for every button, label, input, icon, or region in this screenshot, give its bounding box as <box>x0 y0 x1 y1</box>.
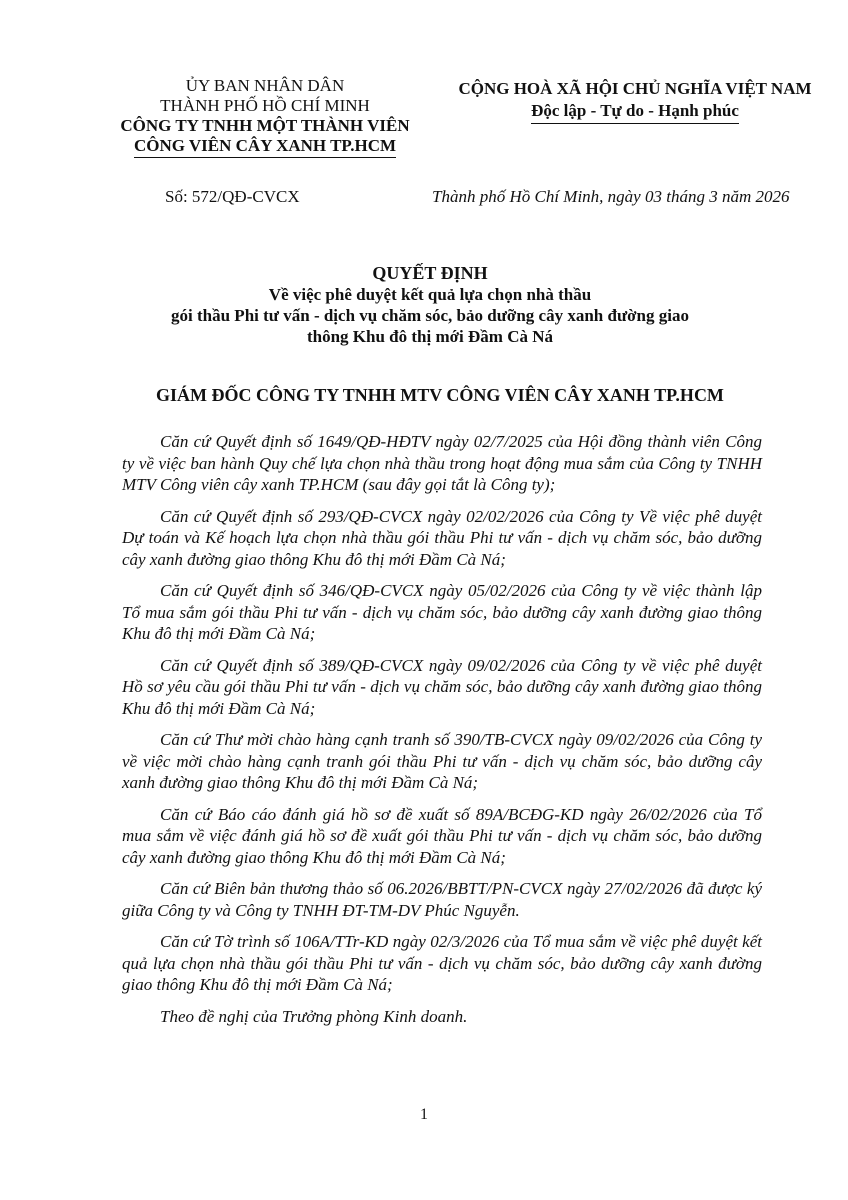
place-and-date: Thành phố Hồ Chí Minh, ngày 03 tháng 3 năm 2026 <box>432 187 790 206</box>
issuing-agency-header <box>100 76 430 158</box>
legal-basis-paragraph: Căn cứ Thư mời chào hàng cạnh tranh số 390/TB-CVCX ngày 09/02/2026 của Công ty về việc mời chào hàng cạnh tranh gói thầu Phi tư vấn - dịch vụ chăm sóc, bảo dưỡng cây xanh đường giao thông Khu đô thị mới Đầm Cà Ná; <box>122 730 762 792</box>
legal-basis-paragraph: Căn cứ Biên bản thương thảo số 06.2026/BBTT/PN-CVCX ngày 27/02/2026 đã được ký giữa Công ty và Công ty TNHH ĐT-TM-DV Phúc Nguyễn. <box>122 879 762 920</box>
legal-basis-paragraph: Căn cứ Báo cáo đánh giá hồ sơ đề xuất số 89A/BCĐG-KD ngày 26/02/2026 của Tổ mua sắm về việc đánh giá hồ sơ đề xuất gói thầu Phi tư vấn - dịch vụ chăm sóc, bảo dưỡng cây xanh đường giao thông Khu đô thị mới Đầm Cà Ná; <box>122 804 762 867</box>
title-subject-line-2: gói thầu Phi tư vấn - dịch vụ chăm sóc, bảo dưỡng cây xanh đường giao <box>171 306 689 325</box>
page-number: 1 <box>420 1106 428 1123</box>
title-subject-line-1: Về việc phê duyệt kết quả lựa chọn nhà thầu <box>268 285 592 304</box>
agency-line-3: CÔNG TY TNHH MỘT THÀNH VIÊN <box>120 116 410 135</box>
agency-line-1: ỦY BAN NHÂN DÂN <box>185 76 345 95</box>
legal-basis-section <box>122 431 762 1037</box>
legal-basis-paragraph: Căn cứ Quyết định số 1649/QĐ-HĐTV ngày 02/7/2025 của Hội đồng thành viên Công ty về việc ban hành Quy chế lựa chọn nhà thầu trong hoạt động mua sắm của Công ty TNHH MTV Công viên cây xanh TP.HCM (sau đây gọi tắt là Công ty); <box>122 432 762 494</box>
title-subject-line-3: thông Khu đô thị mới Đầm Cà Ná <box>306 327 554 346</box>
agency-line-4: CÔNG VIÊN CÂY XANH TP.HCM <box>134 136 396 158</box>
nation-name: CỘNG HOÀ XÃ HỘI CHỦ NGHĨA VIỆT NAM <box>458 79 812 98</box>
proposal-paragraph: Theo đề nghị của Trưởng phòng Kinh doanh. <box>160 1006 468 1026</box>
document-number: Số: 572/QĐ-CVCX <box>165 187 300 206</box>
legal-basis-paragraph: Căn cứ Tờ trình số 106A/TTr-KD ngày 02/3/2026 của Tổ mua sắm về việc phê duyệt kết quả lựa chọn nhà thầu gói thầu Phi tư vấn - dịch vụ chăm sóc, bảo dưỡng cây xanh đường giao thông Khu đô thị mới Đầm Cà Ná; <box>122 932 762 994</box>
legal-basis-paragraph: Căn cứ Quyết định số 293/QĐ-CVCX ngày 02/02/2026 của Công ty Về việc phê duyệt Dự toán và Kế hoạch lựa chọn nhà thầu gói thầu Phi tư vấn - dịch vụ chăm sóc, bảo dưỡng cây xanh đường giao thông Khu đô thị mới Đầm Cà Ná; <box>122 506 762 569</box>
agency-line-2: THÀNH PHỐ HỒ CHÍ MINH <box>160 96 370 115</box>
issuing-authority: GIÁM ĐỐC CÔNG TY TNHH MTV CÔNG VIÊN CÂY XANH TP.HCM <box>156 385 724 405</box>
title-main: QUYẾT ĐỊNH <box>372 263 488 283</box>
legal-basis-paragraph: Căn cứ Quyết định số 389/QĐ-CVCX ngày 09/02/2026 của Công ty về việc phê duyệt Hồ sơ yêu cầu gói thầu Phi tư vấn - dịch vụ chăm sóc, bảo dưỡng cây xanh đường giao thông Khu đô thị mới Đầm Cà Ná; <box>122 655 762 718</box>
national-header <box>425 78 845 124</box>
legal-basis-paragraph: Căn cứ Quyết định số 346/QĐ-CVCX ngày 05/02/2026 của Công ty về việc thành lập Tổ mua sắm gói thầu Phi tư vấn - dịch vụ chăm sóc, bảo dưỡng cây xanh đường giao thông Khu đô thị mới Đầm Cà Ná; <box>122 581 762 643</box>
decision-title <box>120 263 740 347</box>
national-motto: Độc lập - Tự do - Hạnh phúc <box>531 100 739 124</box>
